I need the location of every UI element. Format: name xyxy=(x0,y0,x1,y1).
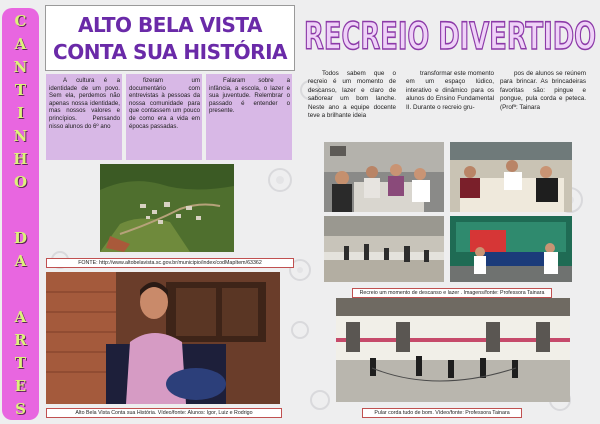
jump-rope-video-still xyxy=(336,298,570,402)
sidebar-letter: I xyxy=(16,104,25,122)
aerial-photo-caption: FONTE: http://www.altobelavista.sc.gov.br/municipio/index/codMapItem/63362 xyxy=(46,258,294,268)
recreio-photo-pingpong xyxy=(450,216,572,282)
sidebar-letter: O xyxy=(13,173,28,191)
sidebar-letter: A xyxy=(14,35,27,53)
sidebar-letter: N xyxy=(13,58,28,76)
jump-rope-caption: Pular corda tudo de bom. Vídeo/fonte: Professora Tainara xyxy=(362,408,522,418)
right-article-column-3: pos de alunos se reúnem para brincar. As brincadeiras favoritas são: pingue e pongue, pula corda e peteca. (Profª: Tainara xyxy=(500,70,586,111)
recreio-photos-caption: Recreio um momento de descanso e lazer . Imagens/fonte: Professora Tainara xyxy=(352,288,552,298)
right-article-column-1: Todos sabem que o recreio é um momento de descanso, lazer e claro de saborear um bom lanche. Neste ano a equipe docente teve a brilhante ideia xyxy=(308,70,396,120)
sidebar-letter: C xyxy=(14,12,27,30)
left-article-column-1: A cultura é a identidade de um povo. Sem ela, perdemos não apenas nossa identidade, mas nossos valores e princípios. Pensando nisso alunos do 6º ano xyxy=(46,74,122,160)
article-title-box xyxy=(45,5,295,71)
left-article-column-3: Falaram sobre a infância, a escola, o lazer e sua juventude. Relembrar o passado é entender o presente. xyxy=(206,74,292,160)
article-title-line2: CONTA SUA HISTÓRIA xyxy=(53,40,287,64)
sidebar-letter: R xyxy=(14,331,27,349)
interview-video-still xyxy=(46,272,280,404)
right-article-column-2: transformar este momento em um espaço lúdico, interativo e dinâmico para os alunos do Ensino Fundamental II. Durante o recreio gru- xyxy=(406,70,494,111)
sidebar-letter: H xyxy=(13,150,28,168)
aerial-town-photo xyxy=(100,164,234,252)
sidebar-letter: D xyxy=(13,229,27,247)
left-article-column-2: fizeram um documentário com entrevistas à pessoas da nossa comunidade para que contassem um pouco de como era a vida em épocas passadas. xyxy=(126,74,202,160)
sidebar-cantinho-da-artes xyxy=(2,8,39,420)
sidebar-letter: A xyxy=(14,252,27,270)
recreio-divertido-title xyxy=(300,0,600,64)
sidebar-letter: T xyxy=(14,354,27,372)
recreio-photo-courtyard xyxy=(324,216,444,282)
recreio-photo-boys-table xyxy=(450,142,572,212)
big-title-text: RECREIO DIVERTIDO xyxy=(304,15,596,58)
sidebar-letter: S xyxy=(15,400,26,418)
sidebar-letter: N xyxy=(13,127,28,145)
sidebar-letter: A xyxy=(14,308,27,326)
interview-photo-caption: Alto Bela Vista Conta sua História. Vídeo/fonte: Alunos: Igor, Luiz e Rodrigo xyxy=(46,408,282,418)
sidebar-letter: T xyxy=(14,81,27,99)
recreio-photo-girls xyxy=(324,142,444,212)
article-title-line1: ALTO BELA VISTA xyxy=(77,13,262,37)
sidebar-letter: E xyxy=(14,377,27,395)
